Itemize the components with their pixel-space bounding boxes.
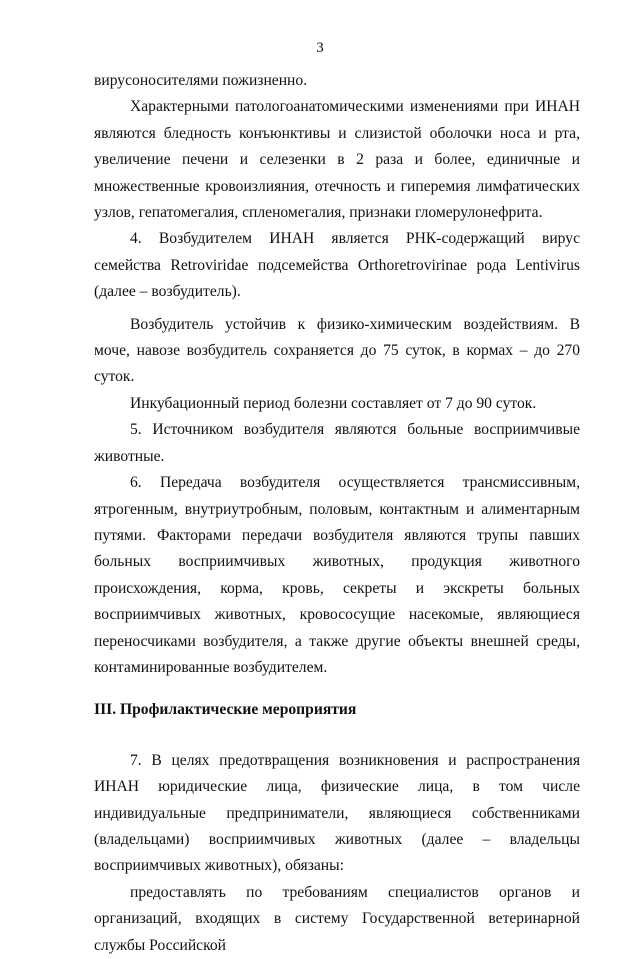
- paragraph-item-5: 5. Источником возбудителя являются больные восприимчивые животные.: [94, 421, 580, 465]
- paragraph-item-4: 4. Возбудителем ИНАН является РНК-содержащий вирус семейства Retroviridae подсемейства Orthoretrovirinae рода Lentivirus (далее – возбудитель).: [94, 230, 580, 301]
- document-body: [94, 68, 580, 959]
- paragraph-obligation: предоставлять по требованиям специалистов органов и организаций, входящих в систему Государственной ветеринарной службы Российской: [94, 883, 580, 954]
- paragraph-incubation: Инкубационный период болезни составляет от 7 до 90 суток.: [130, 394, 537, 412]
- page-number: 3: [316, 40, 324, 56]
- section-heading: III. Профилактические мероприятия: [94, 701, 357, 719]
- paragraph-continuation: вирусоносителями пожизненно.: [94, 72, 308, 89]
- paragraph-resistance: Возбудитель устойчив к физико-химическим воздействиям. В моче, навозе возбудитель сохраняется до 75 суток, в кормах – до 270 суток.: [94, 315, 580, 386]
- paragraph-pathology: Характерными патологоанатомическими изменениями при ИНАН являются бледность конъюнктивы и слизистой оболочки носа и рта, увеличение печени и селезенки в 2 раза и более, единичные и множественные кровоизлияния, отечность и гиперемия лимфатических узлов, гепатомегалия, спленомегалия, признаки гломерулонефрита.: [94, 98, 580, 222]
- paragraph-item-7: 7. В целях предотвращения возникновения и распространения ИНАН юридические лица, физические лица, в том числе индивидуальные предприниматели, являющиеся собственниками (владельцами) восприимчивых животных (далее – владельцы восприимчивых животных), обязаны:: [94, 751, 580, 875]
- paragraph-item-6: 6. Передача возбудителя осуществляется трансмиссивным, ятрогенным, внутриутробным, половым, контактным и алиментарным путями. Факторами передачи возбудителя являются трупы павших больных восприимчивых животных, продукция животного происхождения, корма, кровь, секреты и экскреты больных восприимчивых животных, кровососущие насекомые, являющиеся переносчиками возбудителя, а также другие объекты внешней среды, контаминированные возбудителем.: [94, 474, 580, 676]
